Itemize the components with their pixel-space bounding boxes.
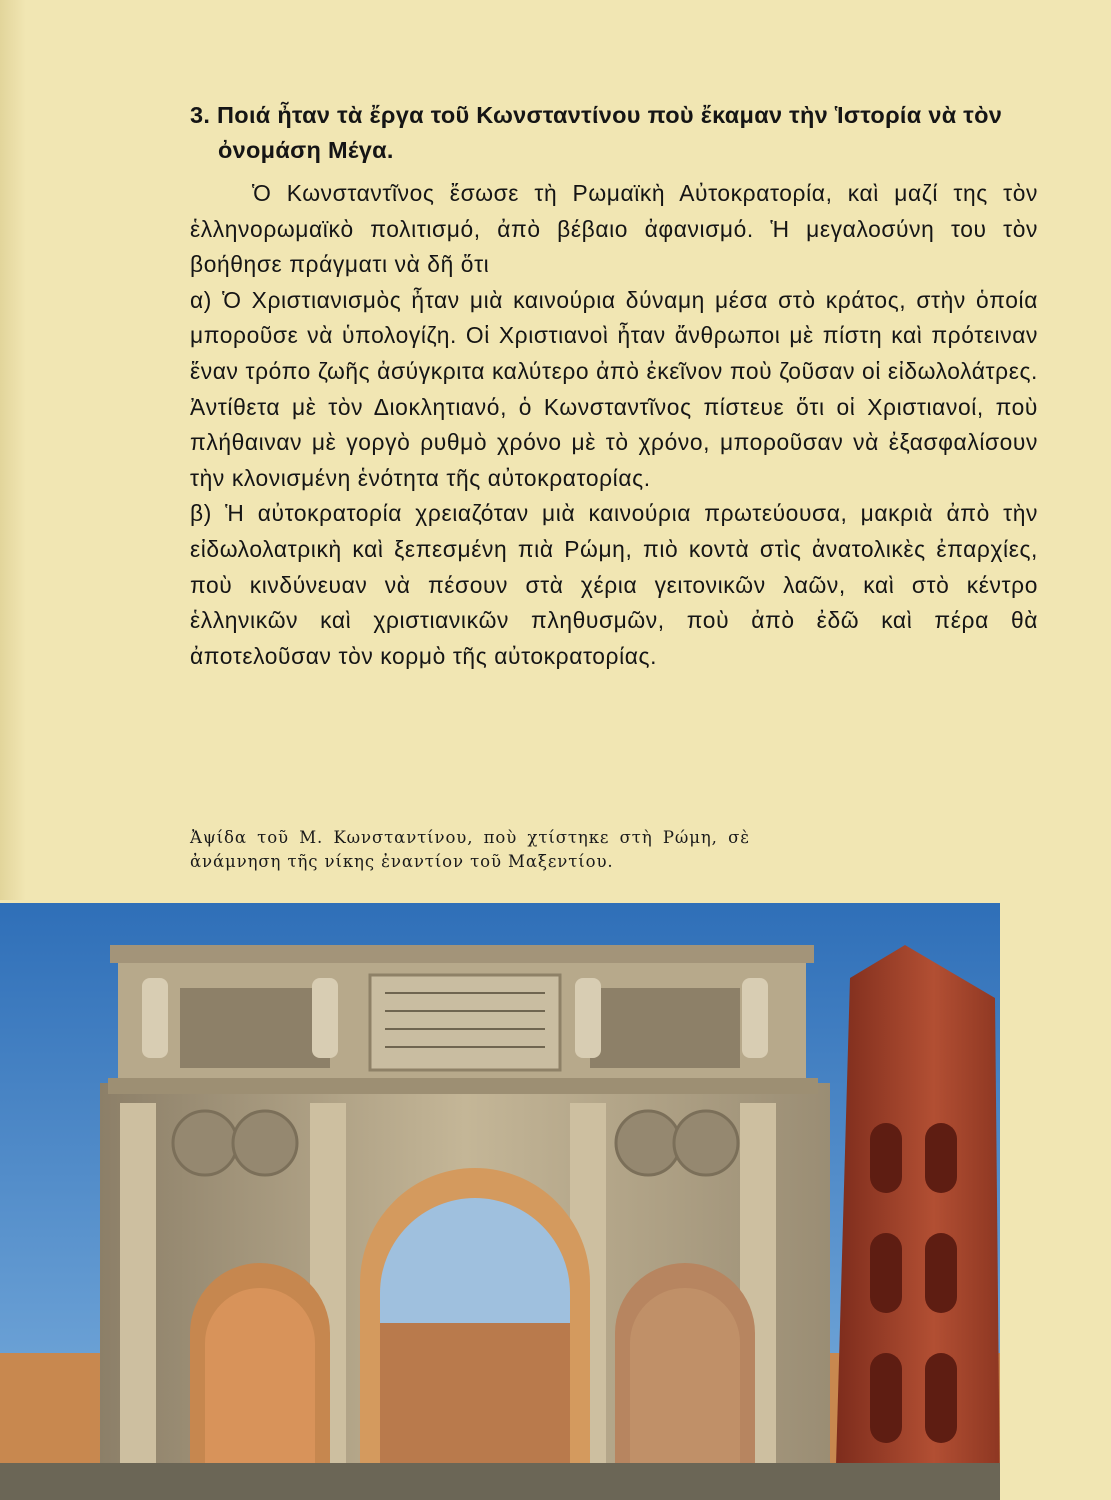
- colosseum-wall: [835, 945, 1000, 1500]
- point-b-paragraph: β) Ἡ αὐτοκρατορία χρειαζόταν μιὰ καινούρια πρωτεύουσα, μακριὰ ἀπὸ τὴν εἰδωλολατρικὴ καὶ ξεπεσμένη πιὰ Ρώμη, πιὸ κοντὰ στὶς ἀνατολικὲς ἐπαρχίες, ποὺ κινδύνευαν νὰ πέσουν στὰ χέρια γειτονικῶν λαῶν, καὶ στὸ κέντρο ἑλληνικῶν καὶ χριστιανικῶν πληθυσμῶν, ποὺ ἀπὸ ἐδῶ καὶ πέρα θὰ ἀποτελοῦσαν τὸν κορμὸ τῆς αὐτοκρατορίας.: [190, 500, 1038, 669]
- intro-paragraph: Ὁ Κωνσταντῖνος ἔσωσε τὴ Ρωμαϊκὴ Αὐτοκρατορία, καὶ μαζί της τὸν ἑλληνορωμαϊκὸ πολιτισμό, ἀπὸ βέβαιο ἀφανισμό. Ἡ μεγαλοσύνη του τὸν βοήθησε πράγματι νὰ δῆ ὅτι: [190, 180, 1038, 278]
- point-a-paragraph: α) Ὁ Χριστιανισμὸς ἦταν μιὰ καινούρια δύναμη μέσα στὸ κράτος, στὴν ὁποία μποροῦσε νὰ ὑπολογίζη. Οἱ Χριστιανοὶ ἦταν ἄνθρωποι μὲ πίστη καὶ πρότειναν ἕναν τρόπο ζωῆς ἀσύγκριτα καλύτερο ἀπὸ ἐκεῖνον ποὺ ζοῦσαν οἱ εἰδωλολάτρες. Ἀντίθετα μὲ τὸν Διοκλητιανό, ὁ Κωνσταντῖνος πίστευε ὅτι οἱ Χριστιανοί, ποὺ πλήθαιναν μὲ γοργὸ ρυθμὸ χρόνο μὲ τὸ χρόνο, μποροῦσαν νὰ ἐξασφαλίσουν τὴν κλονισμένη ἑνότητα τῆς αὐτοκρατορίας.: [190, 286, 1038, 491]
- section-heading: 3. Ποιά ἦταν τὰ ἔργα τοῦ Κωνσταντίνου ποὺ ἔκαμαν τὴν Ἱστορία νὰ τὸν ὀνομάση Μέγα.: [190, 102, 1003, 163]
- photo-caption: Ἀψίδα τοῦ Μ. Κωνσταντίνου, ποὺ χτίστηκε στὴ Ρώμη, σὲ ἀνάμνηση τῆς νίκης ἐναντίον τοῦ Μαξεντίου.: [190, 828, 750, 871]
- arch-of-constantine-photo: [0, 903, 1000, 1500]
- page-edge: [0, 0, 26, 900]
- text-column: [190, 98, 1038, 674]
